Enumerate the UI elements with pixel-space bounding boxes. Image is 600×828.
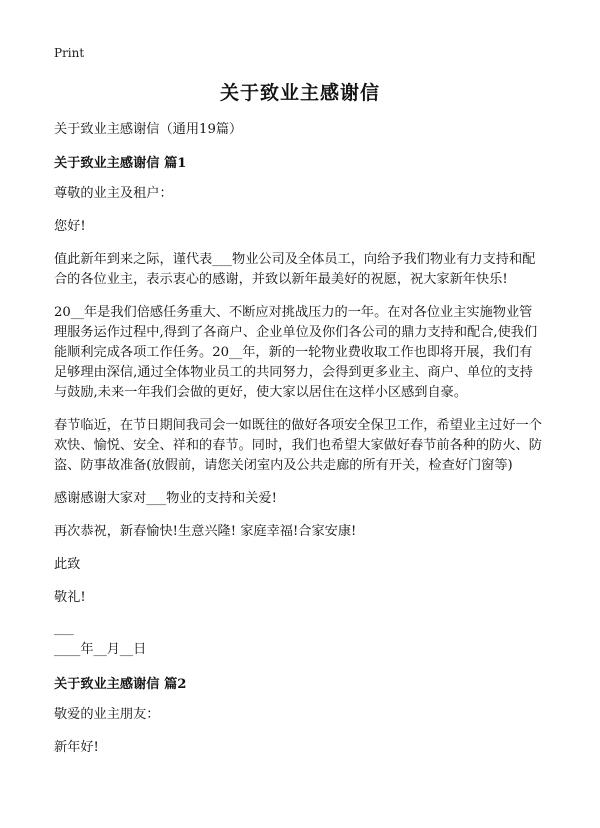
closing-line-1: 此致 — [54, 557, 81, 572]
page-title: 关于致业主感谢信 — [219, 82, 380, 104]
paragraph-3: 春节临近，在节日期间我司会一如既往的做好各项安全保卫工作，希望业主过好一个欢快、愉悦、安全、祥和的春节。同时，我们也希望大家做好春节前各种的防火、防盗、防事故准备(放假前，请您关闭室内及公共走廊的所有开关，检查好门窗等) — [54, 418, 542, 473]
letter-hello: 您好! — [54, 219, 86, 234]
paragraph-4: 感谢感谢大家对___物业的支持和关爱! — [54, 491, 277, 506]
closing-line-2: 敬礼! — [54, 590, 86, 605]
paragraph-2: 20__年是我们倍感任务重大、不断应对挑战压力的一年。在对各位业主实施物业管理服务运作过程中,得到了各商户、企业单位及你们各公司的鼎力支持和配合,使我们能顺利完成各项工作任务。20__年，新的一轮物业费收取工作也即将开展，我们有足够理由深信,通过全体物业员工的共同努力，会得到更多业主、商户、单位的支持与鼓励,未来一年我们会做的更好，使大家以居住在这样小区感到自豪。 — [54, 305, 538, 400]
section-heading-2: 关于致业主感谢信 篇2 — [54, 677, 187, 692]
section-heading-1: 关于致业主感谢信 篇1 — [54, 156, 187, 171]
paragraph-1: 值此新年到来之际，谨代表___物业公司及全体员工，向给予我们物业有力支持和配合的各位业主，表示衷心的感谢，并致以新年最美好的祝愿，祝大家新年快乐! — [54, 252, 536, 287]
letter-greeting-2: 敬爱的业主朋友： — [54, 707, 160, 722]
letter-greeting: 尊敬的业主及租户： — [54, 186, 173, 201]
document-subtitle: 关于致业主感谢信（通用19篇） — [54, 122, 243, 137]
letter-hello-2: 新年好! — [54, 740, 99, 755]
print-label[interactable]: Print — [54, 46, 85, 60]
paragraph-5: 再次恭祝，新春愉快!生意兴隆! 家庭幸福!合家安康! — [54, 524, 357, 539]
signature-line: ___ — [54, 621, 74, 636]
document-body — [54, 118, 544, 771]
date-line: ____年__月__日 — [54, 642, 147, 657]
